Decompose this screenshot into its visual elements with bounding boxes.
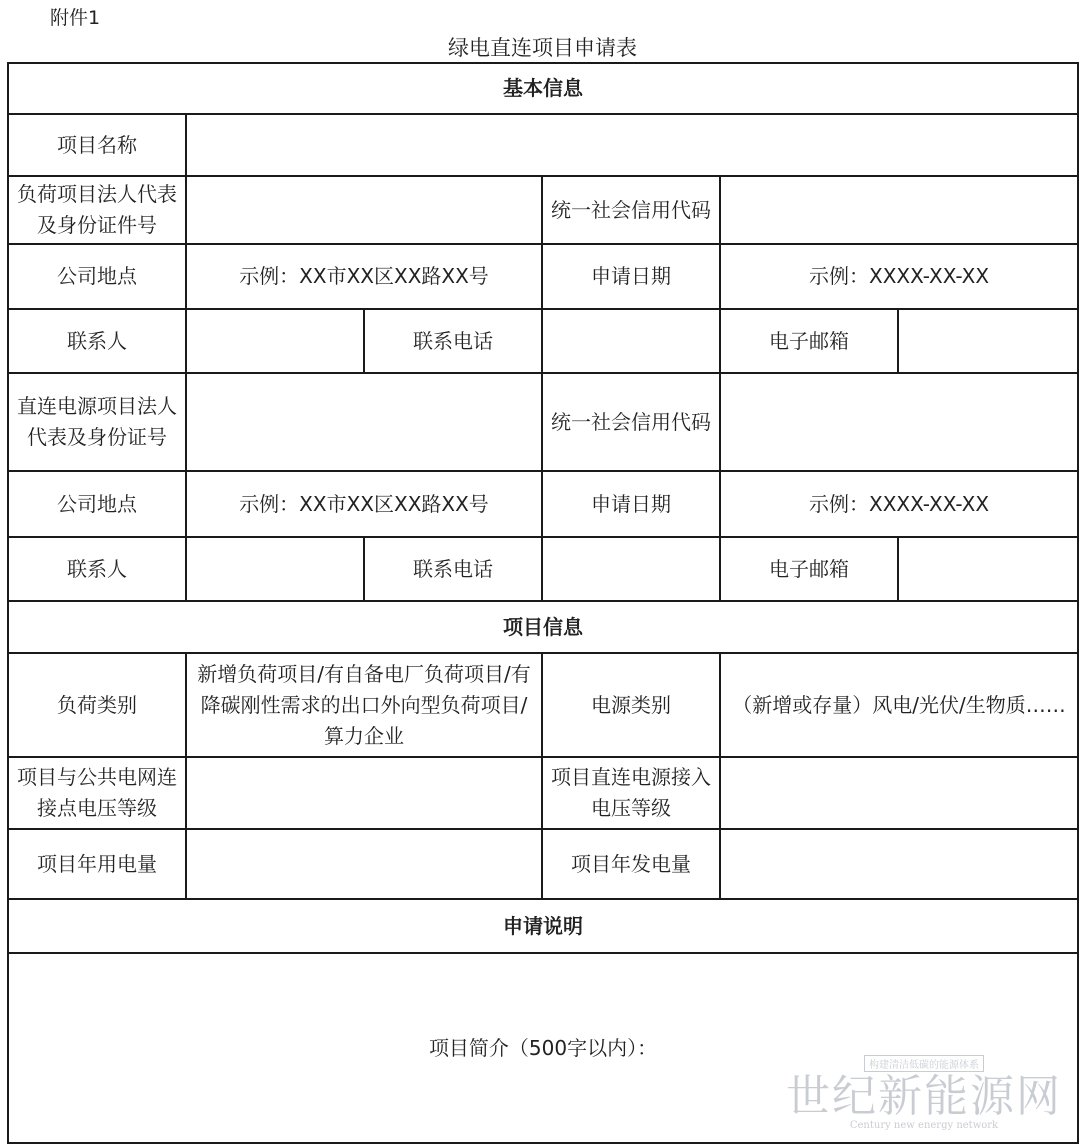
watermark-main: 世纪新能源网 [786,1071,1062,1122]
watermark-logo [786,1053,1062,1132]
section-basic-info: 基本信息 [8,63,1078,114]
attachment-label: 附件1 [50,7,101,29]
label-power-type: 电源类别 [542,653,720,757]
field-company-address-2[interactable]: 示例：XX市XX区XX路XX号 [186,471,542,537]
label-company-address: 公司地点 [8,244,186,309]
label-annual-generation: 项目年发电量 [542,829,720,899]
field-credit-code[interactable] [720,176,1078,244]
label-contact: 联系人 [8,309,186,373]
field-power-legal-rep[interactable] [186,373,542,471]
field-grid-voltage[interactable] [186,757,542,829]
section-project-info: 项目信息 [8,601,1078,653]
label-credit-code: 统一社会信用代码 [542,176,720,244]
field-apply-date-2[interactable]: 示例：XXXX-XX-XX [720,471,1078,537]
field-phone[interactable] [542,309,720,373]
field-credit-code-2[interactable] [720,373,1078,471]
field-annual-consumption[interactable] [186,829,542,899]
label-company-address-2: 公司地点 [8,471,186,537]
document-title: 绿电直连项目申请表 [448,36,637,60]
field-load-legal-rep[interactable] [186,176,542,244]
field-email[interactable] [898,309,1078,373]
field-annual-generation[interactable] [720,829,1078,899]
label-project-name: 项目名称 [8,114,186,176]
field-direct-voltage[interactable] [720,757,1078,829]
label-contact-2: 联系人 [8,537,186,601]
field-power-type[interactable]: （新增或存量）风电/光伏/生物质…… [720,653,1078,757]
label-apply-date-2: 申请日期 [542,471,720,537]
field-email-2[interactable] [898,537,1078,601]
label-phone-2: 联系电话 [364,537,542,601]
field-contact-2[interactable] [186,537,364,601]
label-email-2: 电子邮箱 [720,537,898,601]
label-load-legal-rep: 负荷项目法人代表及身份证件号 [8,176,186,244]
label-phone: 联系电话 [364,309,542,373]
label-project-intro: 项目简介（500字以内）： [428,1035,658,1060]
field-project-name[interactable] [186,114,1078,176]
label-grid-voltage: 项目与公共电网连接点电压等级 [8,757,186,829]
field-company-address[interactable]: 示例：XX市XX区XX路XX号 [186,244,542,309]
label-apply-date: 申请日期 [542,244,720,309]
watermark-english: Century new energy network [849,1120,999,1131]
field-contact[interactable] [186,309,364,373]
label-email: 电子邮箱 [720,309,898,373]
section-explanation: 申请说明 [8,899,1078,953]
label-credit-code-2: 统一社会信用代码 [542,373,720,471]
label-annual-consumption: 项目年用电量 [8,829,186,899]
label-power-legal-rep: 直连电源项目法人代表及身份证号 [8,373,186,471]
label-direct-voltage: 项目直连电源接入电压等级 [542,757,720,829]
label-load-type: 负荷类别 [8,653,186,757]
field-apply-date[interactable]: 示例：XXXX-XX-XX [720,244,1078,309]
application-form-table [7,62,1079,1144]
field-load-type[interactable]: 新增负荷项目/有自备电厂负荷项目/有降碳刚性需求的出口外向型负荷项目/算力企业 [186,653,542,757]
watermark-tag: 构建清洁低碳的能源体系 [864,1055,984,1072]
field-phone-2[interactable] [542,537,720,601]
